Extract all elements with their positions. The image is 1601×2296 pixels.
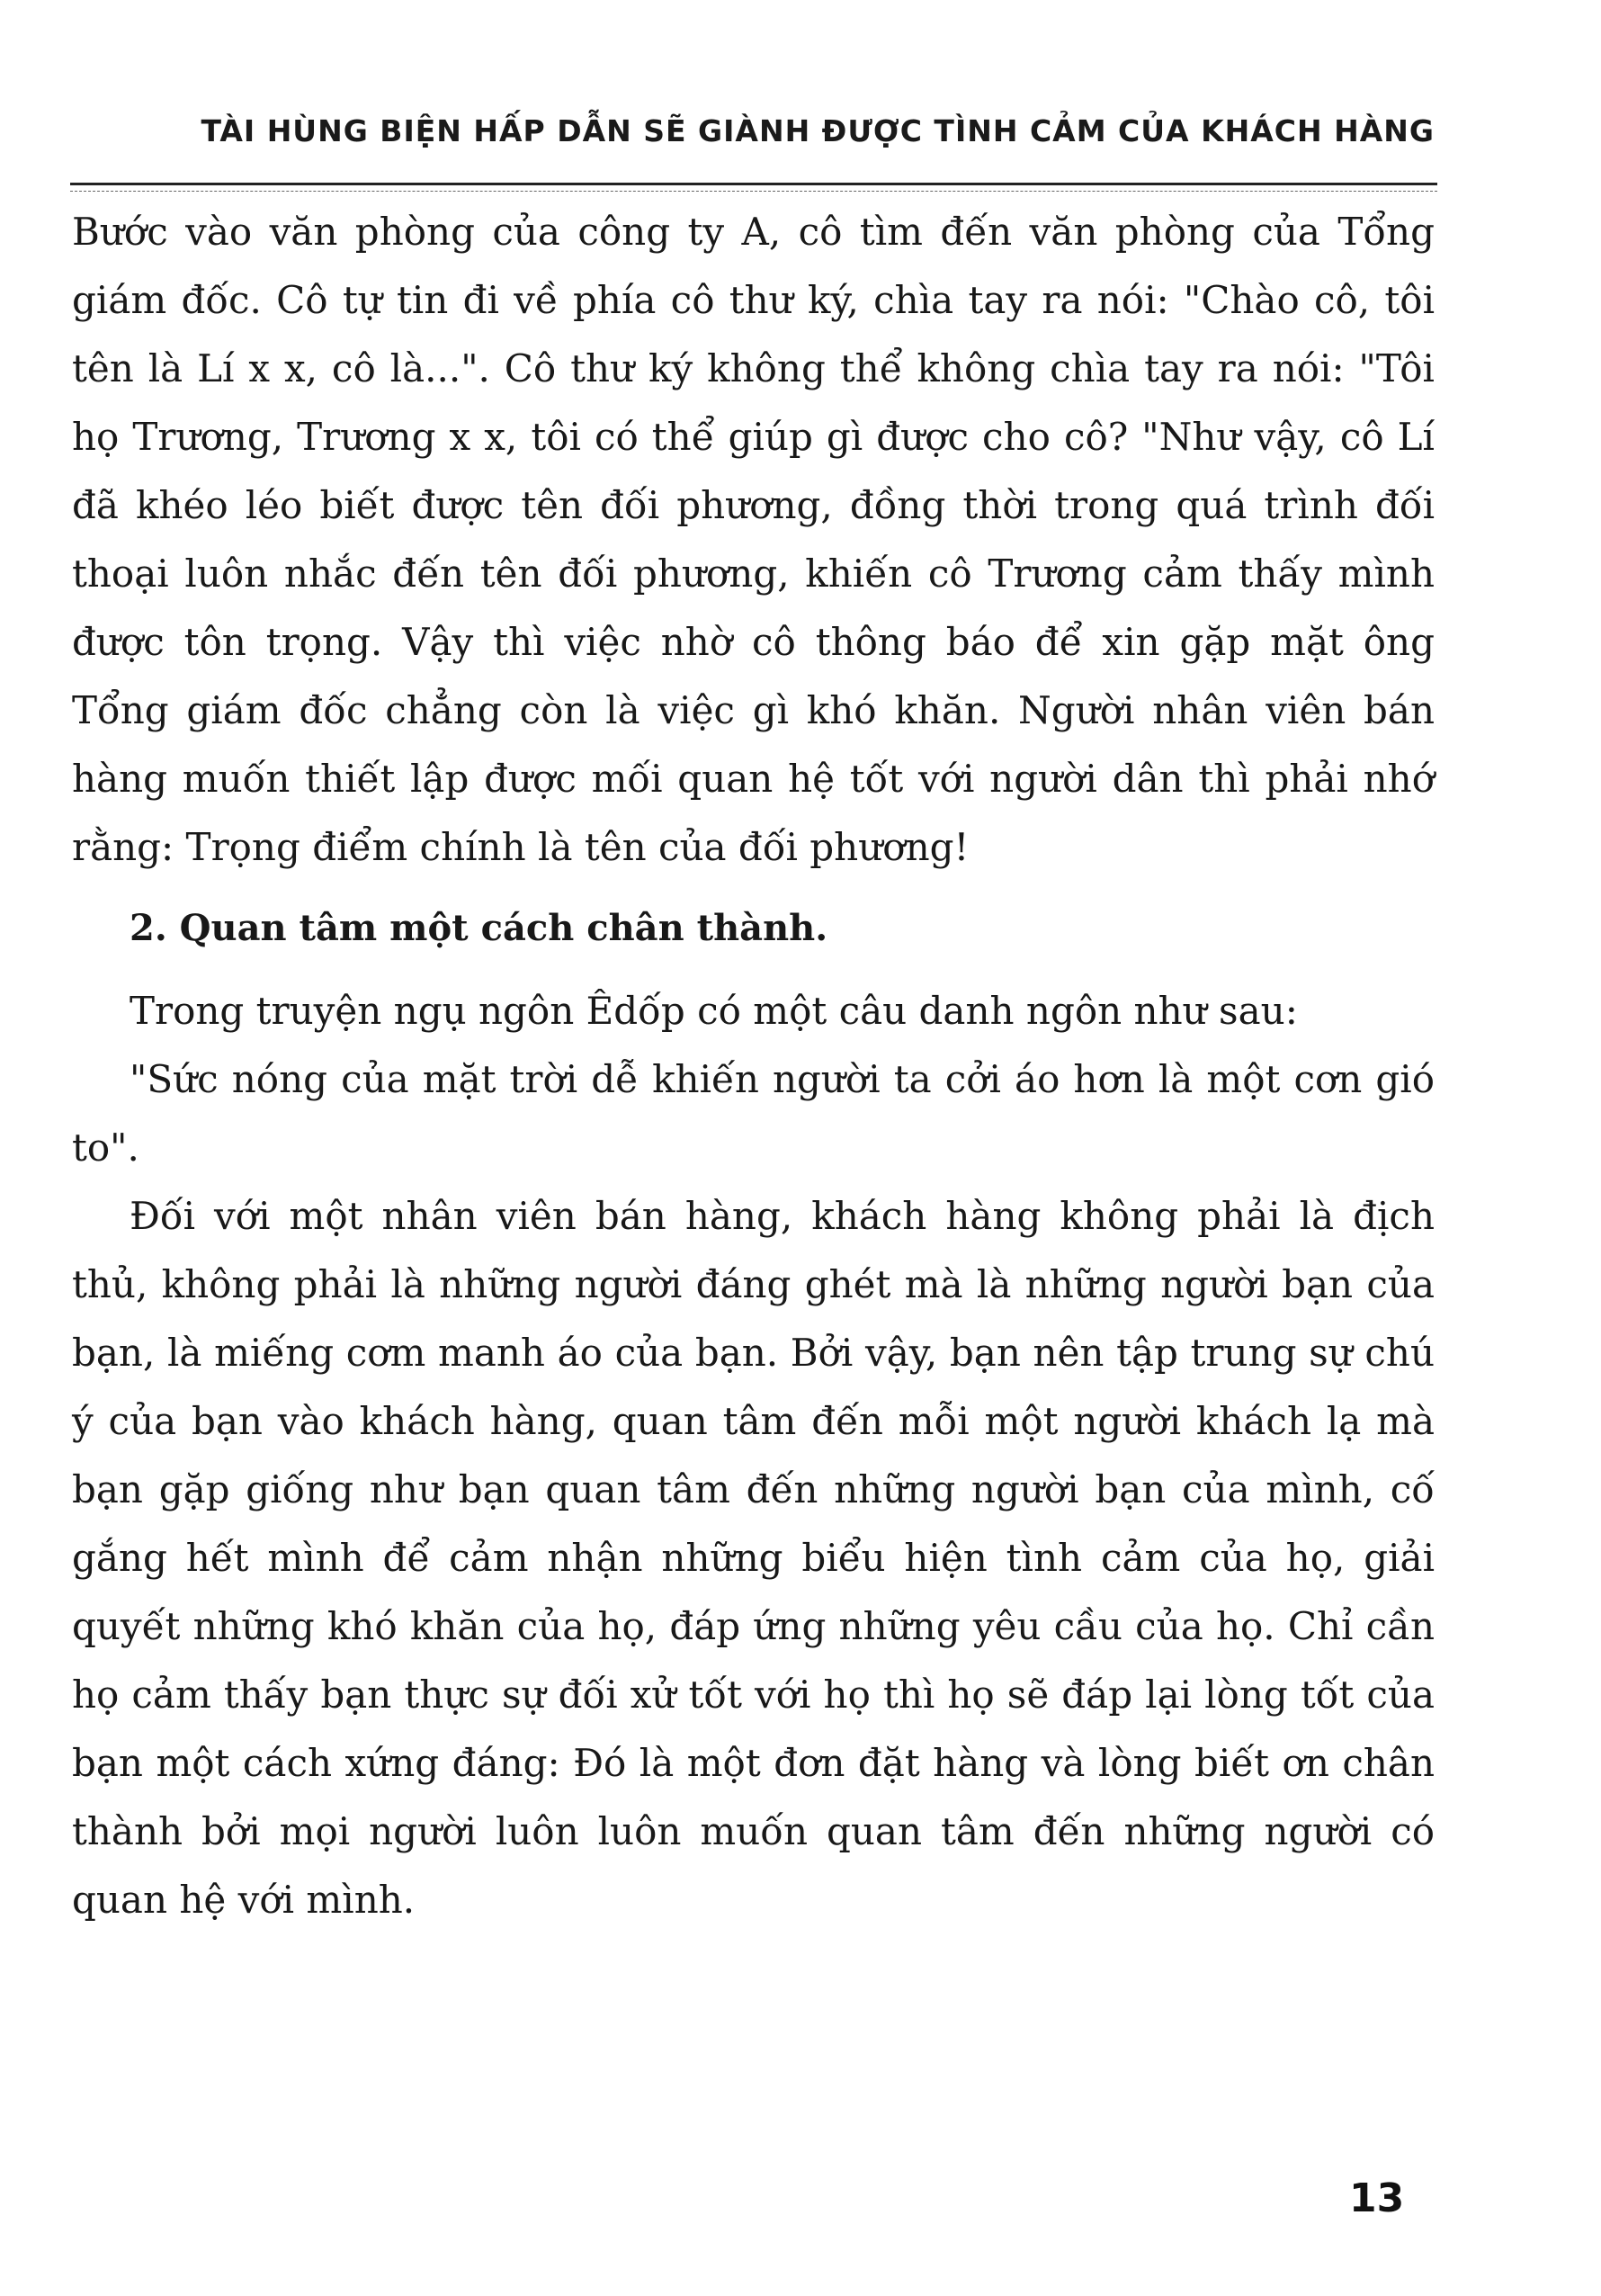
running-head: TÀI HÙNG BIỆN HẤP DẪN SẼ GIÀNH ĐƯỢC TÌNH CẢM CỦA KHÁCH HÀNG — [201, 113, 1435, 148]
page-number: 13 — [1349, 2175, 1405, 2221]
paragraph-2: Trong truyện ngụ ngôn Êdốp có một câu danh ngôn như sau: — [130, 989, 1298, 1033]
section-heading: 2. Quan tâm một cách chân thành. — [130, 907, 828, 949]
paragraph-1: Bước vào văn phòng của công ty A, cô tìm đến văn phòng của Tổng giám đốc. Cô tự tin đi về phía cô thư ký, chìa tay ra nói: "Chào cô, tôi tên là Lí x x, cô là...". Cô thư ký không thể không chìa tay ra nói: "Tôi họ Trương, Trương x x, tôi có thể giúp gì được cho cô? "Như vậy, cô Lí đã khéo léo biết được tên đối phương, đồng thời trong quá trình đối thoại luôn nhắc đến tên đối phương, khiến cô Trương cảm thấy mình được tôn trọng. Vậy thì việc nhờ cô thông báo để xin gặp mặt ông Tổng giám đốc chẳng còn là việc gì khó khăn. Người nhân viên bán hàng muốn thiết lập được mối quan hệ tốt với người dân thì phải nhớ rằng: Trọng điểm chính là tên của đối phương! — [72, 210, 1435, 869]
header-rule-dashed — [70, 191, 1437, 192]
header-rule — [70, 183, 1437, 185]
quote-paragraph: "Sức nóng của mặt trời dễ khiến người ta cởi áo hơn là một cơn gió to". — [72, 1057, 1435, 1170]
paragraph-4: Đối với một nhân viên bán hàng, khách hàng không phải là địch thủ, không phải là những người đáng ghét mà là những người bạn của bạn, là miếng cơm manh áo của bạn. Bởi vậy, bạn nên tập trung sự chú ý của bạn vào khách hàng, quan tâm đến mỗi một người khách lạ mà bạn gặp giống như bạn quan tâm đến những người bạn của mình, cố gắng hết mình để cảm nhận những biểu hiện tình cảm của họ, giải quyết những khó khăn của họ, đáp ứng những yêu cầu của họ. Chỉ cần họ cảm thấy bạn thực sự đối xử tốt với họ thì họ sẽ đáp lại lòng tốt của bạn một cách xứng đáng: Đó là một đơn đặt hàng và lòng biết ơn chân thành bởi mọi người luôn luôn muốn quan tâm đến những người có quan hệ với mình. — [72, 1194, 1435, 1922]
body-text — [72, 198, 1435, 1934]
